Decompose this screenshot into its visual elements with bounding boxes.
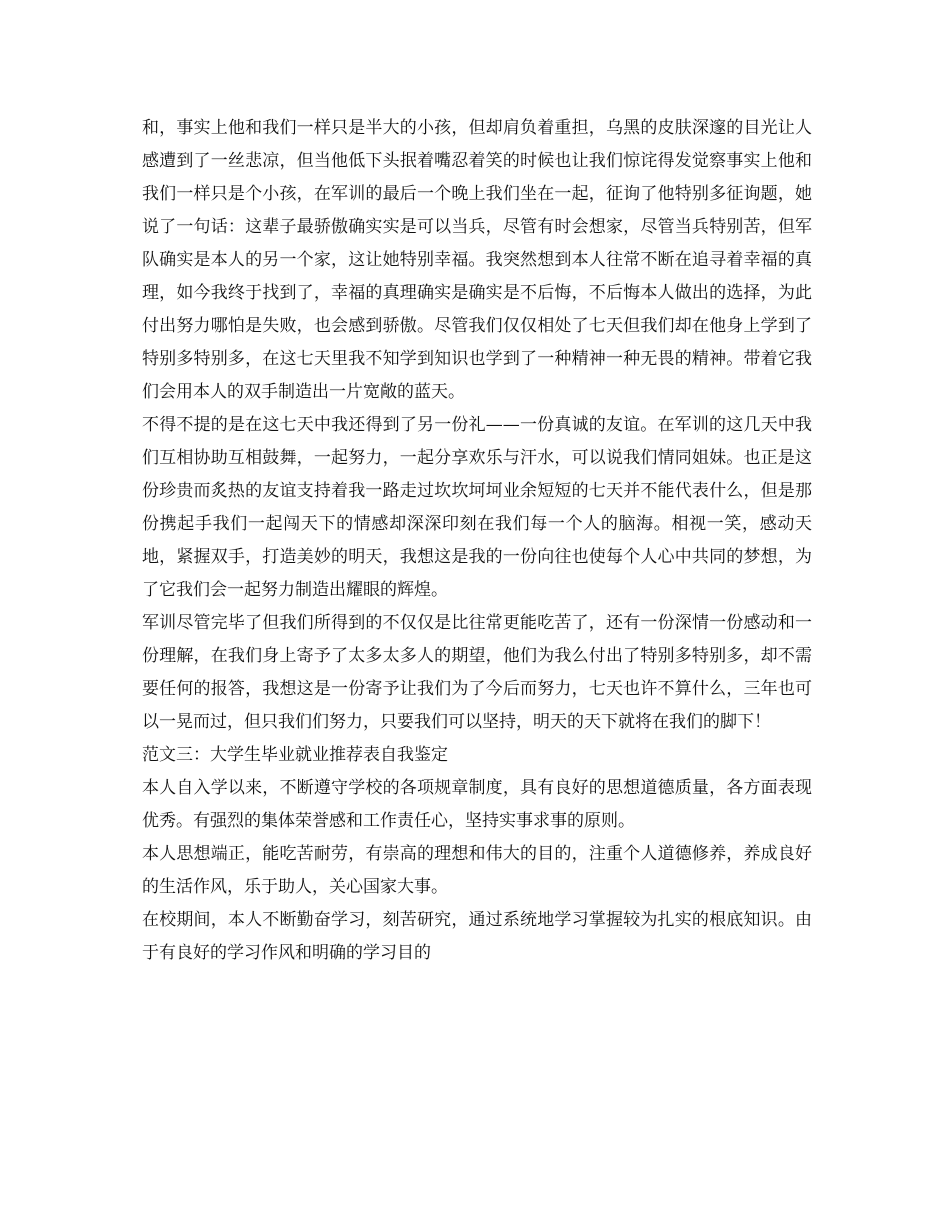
section-heading-sample-three: 范文三：大学生毕业就业推荐表自我鉴定 [142,745,448,765]
paragraph-friendship: 不得不提的是在这七天中我还得到了另一份礼——一份真诚的友谊。在军训的这几天中我们互相协助互相鼓舞，一起努力，一起分享欢乐与汗水，可以说我们情同姐妹。也正是这份珍贵而炙热的友谊支持着我一路走过坎坎坷坷业余短短的七天并不能代表什么，但是那份携起手我们一起闯天下的情感却深深印刻在我们每一个人的脑海。相视一笑，感动天地，紧握双手，打造美妙的明天，我想这是我的一份向往也使每个人心中共同的梦想，为了它我们会一起努力制造出耀眼的辉煌。 [142,415,812,600]
paragraph-military-instructor: 和，事实上他和我们一样只是半大的小孩，但却肩负着重担，乌黑的皮肤深邃的目光让人感遭到了一丝悲凉，但当他低下头抿着嘴忍着笑的时候也让我们惊诧得发觉察事实上他和我们一样只是个小孩，在军训的最后一个晚上我们坐在一起，征询了他特别多征询题，她说了一句话：这辈子最骄傲确实实是可以当兵，尽管有时会想家，尽管当兵特别苦，但军队确实是本人的另一个家，这让她特别幸福。我突然想到本人往常不断在追寻着幸福的真理，如今我终于找到了，幸福的真理确实是确实是不后悔，不后悔本人做出的选择，为此付出努力哪怕是失败，也会感到骄傲。尽管我们仅仅相处了七天但我们却在他身上学到了特别多特别多，在这七天里我不知学到知识也学到了一种精神一种无畏的精神。带着它我们会用本人的双手制造出一片宽敞的蓝天。 [142,118,812,402]
paragraph-self-assessment-character: 本人思想端正，能吃苦耐劳，有崇高的理想和伟大的目的，注重个人道德修养，养成良好的生活作风，乐于助人，关心国家大事。 [142,844,812,897]
document-body [142,112,812,970]
paragraph-self-assessment-rules: 本人自入学以来，不断遵守学校的各项规章制度，具有良好的思想道德质量，各方面表现优秀。有强烈的集体荣誉感和工作责任心，坚持实事求事的原则。 [142,778,812,831]
paragraph-self-assessment-study: 在校期间，本人不断勤奋学习，刻苦研究，通过系统地学习掌握较为扎实的根底知识。由于有良好的学习作风和明确的学习目的 [142,910,812,963]
paragraph-training-end: 军训尽管完毕了但我们所得到的不仅仅是比往常更能吃苦了，还有一份深情一份感动和一份理解，在我们身上寄予了太多太多人的期望，他们为我么付出了特别多特别多，却不需要任何的报答，我想这是一份寄予让我们为了今后而努力，七天也许不算什么，三年也可以一晃而过，但只我们们努力，只要我们可以坚持，明天的天下就将在我们的脚下！ [142,613,812,732]
